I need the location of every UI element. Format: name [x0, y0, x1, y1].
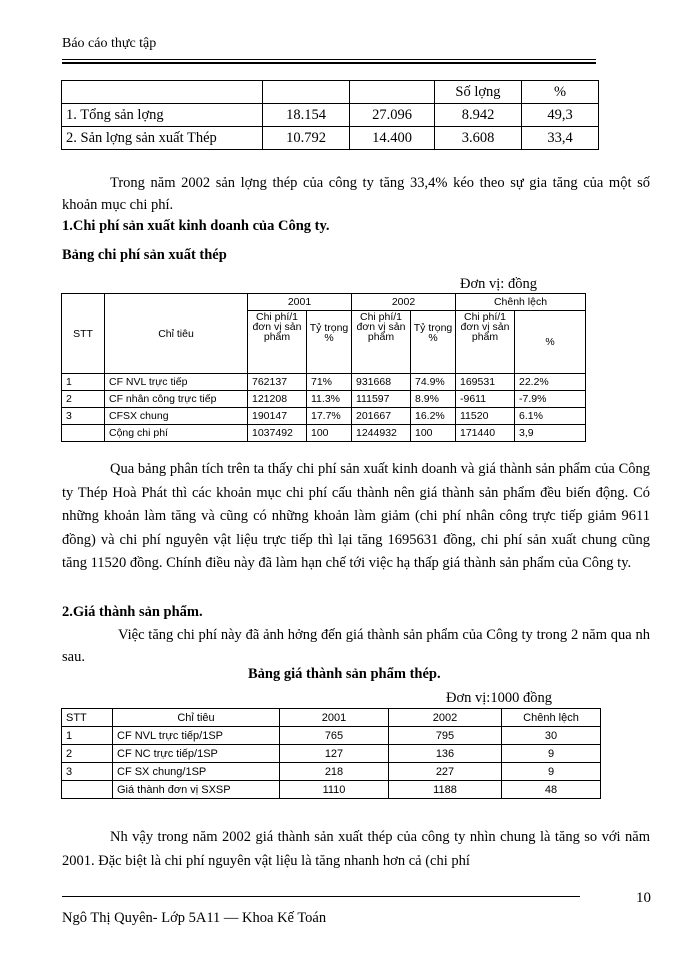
price-table	[61, 708, 601, 799]
header-cell: Số lợng	[435, 81, 522, 104]
header-cell: Chi phí/1 đơn vị sản phẩm	[352, 311, 411, 374]
page-header-title: Báo cáo thực tập	[62, 36, 157, 51]
table-row: 3 CF SX chung/1SP 218 227 9	[62, 763, 601, 781]
paragraph: Nh vậy trong năm 2002 giá thành sản xuất thép của công ty nhìn chung là tăng so với năm 2001. Đặc biệt là chi phí nguyên vật liệu là tăng nhanh hơn cả (chi phí	[62, 829, 650, 869]
header-cell: Chỉ tiêu	[105, 294, 248, 374]
unit-label: Đơn vị: đồng	[460, 276, 537, 292]
footer-text: Ngô Thị Quyên- Lớp 5A11 — Khoa Kế Toán	[62, 910, 327, 926]
table-row: 3 CFSX chung 190147 17.7% 201667 16.2% 11520 6.1%	[62, 408, 586, 425]
page-number: 10	[636, 890, 651, 906]
table-row: 2. Sản lợng sản xuất Thép 10.792 14.400 3.608 33,4	[62, 127, 599, 150]
footer-rule	[62, 896, 580, 897]
paragraph: Việc tăng chi phí này đã ảnh hởng đến giá thành sản phẩm của Công ty trong 2 năm qua nh sau.	[62, 627, 650, 665]
header-cell: Tỷ trọng %	[307, 311, 352, 374]
table-row: 2 CF nhân công trực tiếp 121208 11.3% 111597 8.9% -9611 -7.9%	[62, 391, 586, 408]
header-cell: Chỉ tiêu	[113, 709, 280, 727]
production-table	[61, 80, 599, 150]
header-cell: 2002	[389, 709, 502, 727]
table-row: 1 CF NVL trực tiếp/1SP 765 795 30	[62, 727, 601, 745]
header-cell: 2001	[248, 294, 352, 311]
table-row	[62, 294, 586, 311]
table-title: Bảng chi phí sản xuất thép	[62, 247, 227, 263]
paragraph: Trong năm 2002 sản lợng thép của công ty tăng 33,4% kéo theo sự gia tăng của một số khoản mục chi phí.	[62, 175, 650, 213]
header-cell: Chênh lệch	[502, 709, 601, 727]
table-row: 1. Tổng sản lợng 18.154 27.096 8.942 49,3	[62, 104, 599, 127]
table-row: Cộng chi phí 1037492 100 1244932 100 171440 3,9	[62, 425, 586, 442]
section-heading: 1.Chi phí sản xuất kinh doanh của Công ty.	[62, 218, 330, 234]
header-cell: Chênh lệch	[456, 294, 586, 311]
header-cell: 2001	[280, 709, 389, 727]
paragraph: Qua bảng phân tích trên ta thấy chi phí sản xuất kinh doanh và giá thành sản phẩm của Công ty Thép Hoà Phát thì các khoản mục chi phí cấu thành nên giá thành sản phẩm đều biến động. Có những khoản làm tăng và cũng có những khoản làm giảm (chi phí nhân công trực tiếp giảm 9611 đồng) và chi phí nguyên vật liệu trực tiếp thì lại tăng 1695631 đồng, chi phí sản xuất chung cũng tăng 11520 đồng. Chính điều này đã làm hạn chế tới việc hạ thấp giá thành sản phẩm của Công ty.	[62, 461, 650, 571]
header-rule	[62, 59, 596, 60]
table-row: 2 CF NC trực tiếp/1SP 127 136 9	[62, 745, 601, 763]
header-cell: Chi phí/1 đơn vị sản phẩm	[456, 311, 515, 374]
header-cell: Chi phí/1 đơn vị sản phẩm	[248, 311, 307, 374]
header-cell: STT	[62, 709, 113, 727]
table-row	[62, 81, 599, 104]
table-row: 1 CF NVL trực tiếp 762137 71% 931668 74.9% 169531 22.2%	[62, 374, 586, 391]
table-title: Bảng giá thành sản phẩm thép.	[248, 666, 441, 682]
table-row: Giá thành đơn vị SXSP 1110 1188 48	[62, 781, 601, 799]
section-heading: 2.Giá thành sản phẩm.	[62, 604, 203, 620]
header-rule-thick	[62, 62, 596, 64]
table-row	[62, 709, 601, 727]
header-cell: %	[515, 311, 586, 374]
header-cell: 2002	[352, 294, 456, 311]
header-cell: %	[522, 81, 599, 104]
header-cell: STT	[62, 294, 105, 374]
header-cell: Tỷ trọng %	[411, 311, 456, 374]
unit-label: Đơn vị:1000 đồng	[446, 690, 552, 706]
cost-table	[61, 293, 586, 442]
